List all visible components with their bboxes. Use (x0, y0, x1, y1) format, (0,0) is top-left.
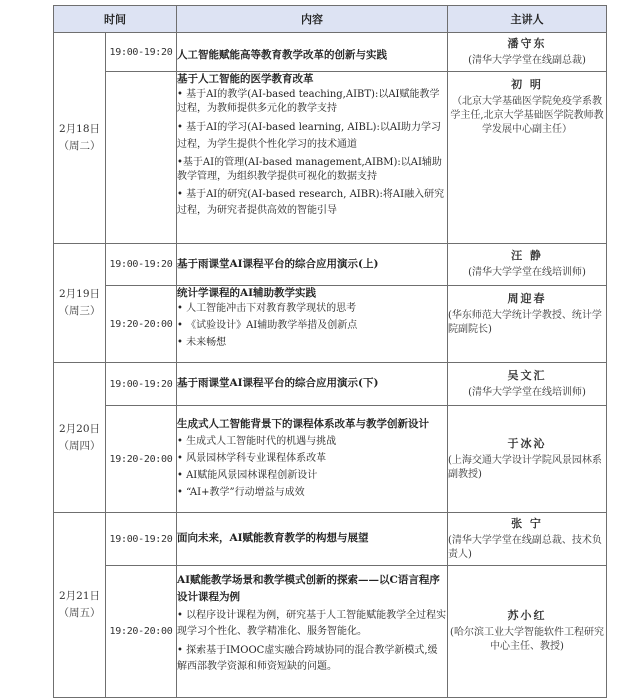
content-cell (177, 566, 448, 698)
content-cell (177, 363, 448, 406)
header-content: 内容 (177, 6, 448, 33)
speaker-affiliation: (华东师范大学统计学教授、统计学院副院长) (448, 310, 602, 335)
speaker-cell (448, 406, 607, 513)
content-cell (177, 72, 448, 244)
speaker-affiliation: (上海交通大学设计学院风景园林系副教授) (448, 454, 602, 480)
bullet-item: • 基于AI的研究(AI-based research, AIBR):将AI融入研究过程，为研究者提供高效的智能引导 (177, 189, 445, 216)
bullet-item: • “AI+教学”行动增益与成效 (177, 486, 305, 498)
bullet-item: • 人工智能冲击下对教育教学现状的思考 (177, 303, 357, 314)
speaker-cell (448, 513, 607, 566)
date-cell: 2月18日 （周二） (54, 33, 106, 244)
speaker-cell (448, 566, 607, 698)
content-cell (177, 244, 448, 286)
content-cell (177, 286, 448, 363)
header-speaker: 主讲人 (448, 6, 607, 33)
content-cell (177, 513, 448, 566)
speaker-name: 汪 静 (511, 249, 543, 262)
content-cell (177, 33, 448, 72)
session-title: 基于雨课堂AI课程平台的综合应用演示(上) (177, 257, 379, 270)
speaker-name: 吴文汇 (507, 368, 547, 382)
time-cell (106, 72, 177, 244)
session-title: 统计学课程的AI辅助教学实践 (177, 287, 317, 299)
bullet-item: • AI赋能风景园林课程创新设计 (177, 469, 318, 481)
date-cell: 2月20日 （周四） (54, 363, 106, 513)
session-row (54, 566, 607, 698)
speaker-affiliation: (清华大学学堂在线培训师) (468, 386, 586, 398)
session-title: 人工智能赋能高等教育教学改革的创新与实践 (177, 49, 387, 61)
session-row (54, 406, 607, 513)
header-row (54, 6, 607, 33)
session-title: 基于雨课堂AI课程平台的综合应用演示(下) (177, 377, 379, 389)
bullet-item: • 未来畅想 (177, 337, 227, 348)
time-cell: 19:00-19:20 (106, 244, 177, 286)
speaker-affiliation: (清华大学学堂在线副总裁、技术负责人) (448, 534, 602, 560)
bullet-item: • 生成式人工智能时代的机遇与挑战 (177, 435, 337, 447)
speaker-cell (448, 286, 607, 363)
time-cell: 19:20-20:00 (106, 566, 177, 698)
speaker-cell (448, 33, 607, 72)
bullet-item: • 风景园林学科专业课程体系改革 (177, 452, 327, 464)
session-row (54, 513, 607, 566)
schedule-table (53, 5, 607, 698)
bullet-item: •基于AI的管理(AI-based management,AIBM):以AI辅助教学管理，为组织教学提供可视化的数据支持 (177, 157, 442, 182)
time-cell: 19:00-19:20 (106, 513, 177, 566)
session-row (54, 244, 607, 286)
session-row (54, 72, 607, 244)
speaker-affiliation: （北京大学基础医学院免疫学系教学主任,北京大学基础医学院教师教学发展中心副主任） (450, 96, 604, 135)
content-cell (177, 406, 448, 513)
session-title: AI赋能教学场景和教学模式创新的探索——以C语言程序设计课程为例 (177, 574, 440, 603)
session-title: 基于人工智能的医学教育改革 (177, 73, 314, 85)
session-row (54, 33, 607, 72)
session-row (54, 286, 607, 363)
time-cell: 19:00-19:20 (106, 33, 177, 72)
speaker-name: 初 明 (511, 78, 543, 91)
speaker-name: 潘守东 (507, 36, 547, 50)
session-title: 面向未来，AI赋能教育教学的构想与展望 (177, 532, 369, 544)
speaker-cell (448, 363, 607, 406)
speaker-name: 张 宁 (511, 516, 543, 530)
session-title: 生成式人工智能背景下的课程体系改革与教学创新设计 (177, 417, 429, 430)
speaker-affiliation: (哈尔滨工业大学智能软件工程研究中心主任、教授) (450, 627, 604, 652)
bullet-item: • 《试验设计》AI辅助教学举措及创新点 (177, 320, 358, 331)
speaker-affiliation: (清华大学学堂在线培训师) (468, 267, 586, 278)
session-row (54, 363, 607, 406)
header-time: 时间 (54, 6, 177, 33)
time-cell: 19:20-20:00 (106, 286, 177, 363)
speaker-name: 周迎春 (507, 292, 547, 305)
time-cell: 19:20-20:00 (106, 406, 177, 513)
speaker-name: 苏小红 (507, 609, 547, 622)
speaker-cell (448, 244, 607, 286)
speaker-name: 于冰沁 (507, 436, 547, 450)
bullet-item: • 以程序设计课程为例，研究基于人工智能赋能教学全过程实现学习个性化、教学精准化、服务智能化。 (177, 610, 447, 637)
bullet-item: • 基于AI的教学(AI-based teaching,AIBT):以AI赋能教学过程，为教师提供多元化的教学支持 (177, 89, 440, 114)
time-cell: 19:00-19:20 (106, 363, 177, 406)
bullet-item: • 基于AI的学习(AI-based learning, AIBL):以AI助力学习过程，为学生提供个性化学习的技术通道 (177, 122, 441, 150)
speaker-cell (448, 72, 607, 244)
date-cell: 2月21日 （周五） (54, 513, 106, 698)
bullet-item: • 探索基于IMOOC虚实融合跨域协同的混合教学新模式,缓解西部教学资源和师资短缺的问题。 (177, 645, 438, 672)
date-cell: 2月19日 （周三） (54, 244, 106, 363)
speaker-affiliation: (清华大学学堂在线副总裁) (468, 54, 586, 66)
